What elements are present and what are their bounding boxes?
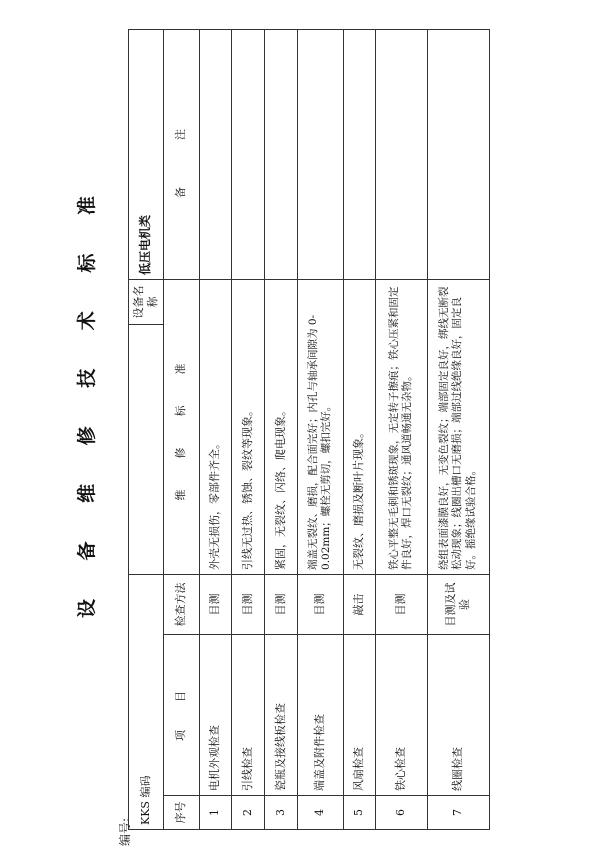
- row-remarks: [264, 29, 297, 279]
- row-remarks: [231, 29, 264, 279]
- equipment-name-label: 设备名称: [129, 279, 164, 324]
- row-remarks: [199, 29, 231, 279]
- row-item: 瓷瓶及接线板检查: [264, 635, 297, 796]
- row-seq: 1: [199, 796, 231, 830]
- row-method: 目测: [375, 574, 427, 634]
- kks-label: KKS 编码: [138, 775, 152, 825]
- kks-cell: [129, 574, 164, 829]
- row-method: 敲击: [343, 574, 375, 634]
- row-seq: 6: [375, 796, 427, 830]
- table-row: [231, 29, 264, 829]
- row-standard: 外壳无损伤，零部件齐全。: [199, 279, 231, 574]
- maintenance-standard-table: [128, 29, 490, 830]
- row-method: 目测: [297, 574, 343, 634]
- kks-value-cell: [129, 324, 164, 574]
- row-seq: 5: [343, 796, 375, 830]
- row-standard: 紧固，无裂纹、闪络、爬电现象。: [264, 279, 297, 574]
- title-char: 准: [76, 196, 98, 216]
- title-char: 维: [76, 483, 98, 503]
- row-remarks: [343, 29, 375, 279]
- equipment-name-value: 低压电机类: [129, 29, 164, 279]
- page-title: [72, 196, 99, 618]
- col-standard-header: 维 修 标 准: [163, 279, 199, 574]
- table-row: [343, 29, 375, 829]
- row-item: 端盖及附件检查: [297, 635, 343, 796]
- row-standard: 引线无过热、锈蚀、裂纹等现象。: [231, 279, 264, 574]
- col-method-header: 检查方法: [163, 574, 199, 634]
- row-method: 目测: [199, 574, 231, 634]
- table-row: [297, 29, 343, 829]
- column-header-row: [163, 29, 199, 829]
- row-standard: 端盖无裂纹、磨损，配合面完好；内孔与轴承间隙为 0-0.02mm；螺栓无剪切，螺扣完好。: [297, 279, 343, 574]
- row-remarks: [427, 29, 489, 279]
- row-method: 目测: [231, 574, 264, 634]
- row-method: 目测: [264, 574, 297, 634]
- row-standard: 铁心平整无毛刺和锈斑现象，无定转子擦痕；铁心压紧和固定件良好，焊口无裂纹；通风道畅通无杂物。: [375, 279, 427, 574]
- title-char: 技: [76, 368, 98, 388]
- row-method: 目测及试验: [427, 574, 489, 634]
- row-remarks: [297, 29, 343, 279]
- col-remarks-header: 备 注: [163, 29, 199, 279]
- col-item-header: 项 目: [163, 635, 199, 796]
- doc-number-label: 编号:: [118, 817, 132, 846]
- row-standard: 无裂纹、磨损及断叶片现象。: [343, 279, 375, 574]
- col-seq-header: 序号: [163, 796, 199, 830]
- row-standard: 绕组表面漆膜良好，无变色裂纹；端部固定良好，绑线无断裂松动现象；线圈出槽口无磨损；端部过线绝缘良好，固定良好。摇绝缘试验合格。: [427, 279, 489, 574]
- row-item: 引线检查: [231, 635, 264, 796]
- row-seq: 2: [231, 796, 264, 830]
- table-row: [264, 29, 297, 829]
- row-seq: 3: [264, 796, 297, 830]
- title-char: 标: [76, 253, 98, 273]
- row-item: 线圈检查: [427, 635, 489, 796]
- table-row: [427, 29, 489, 829]
- row-item: 铁心检查: [375, 635, 427, 796]
- title-char: 备: [76, 541, 98, 561]
- title-char: 术: [76, 311, 98, 331]
- row-item: 风扇检查: [343, 635, 375, 796]
- row-seq: 7: [427, 796, 489, 830]
- row-remarks: [375, 29, 427, 279]
- table-row: [375, 29, 427, 829]
- row-seq: 4: [297, 796, 343, 830]
- title-char: 修: [76, 426, 98, 446]
- header-row: [129, 29, 164, 829]
- table-row: [199, 29, 231, 829]
- row-item: 电机外观检查: [199, 635, 231, 796]
- title-char: 设: [76, 598, 98, 618]
